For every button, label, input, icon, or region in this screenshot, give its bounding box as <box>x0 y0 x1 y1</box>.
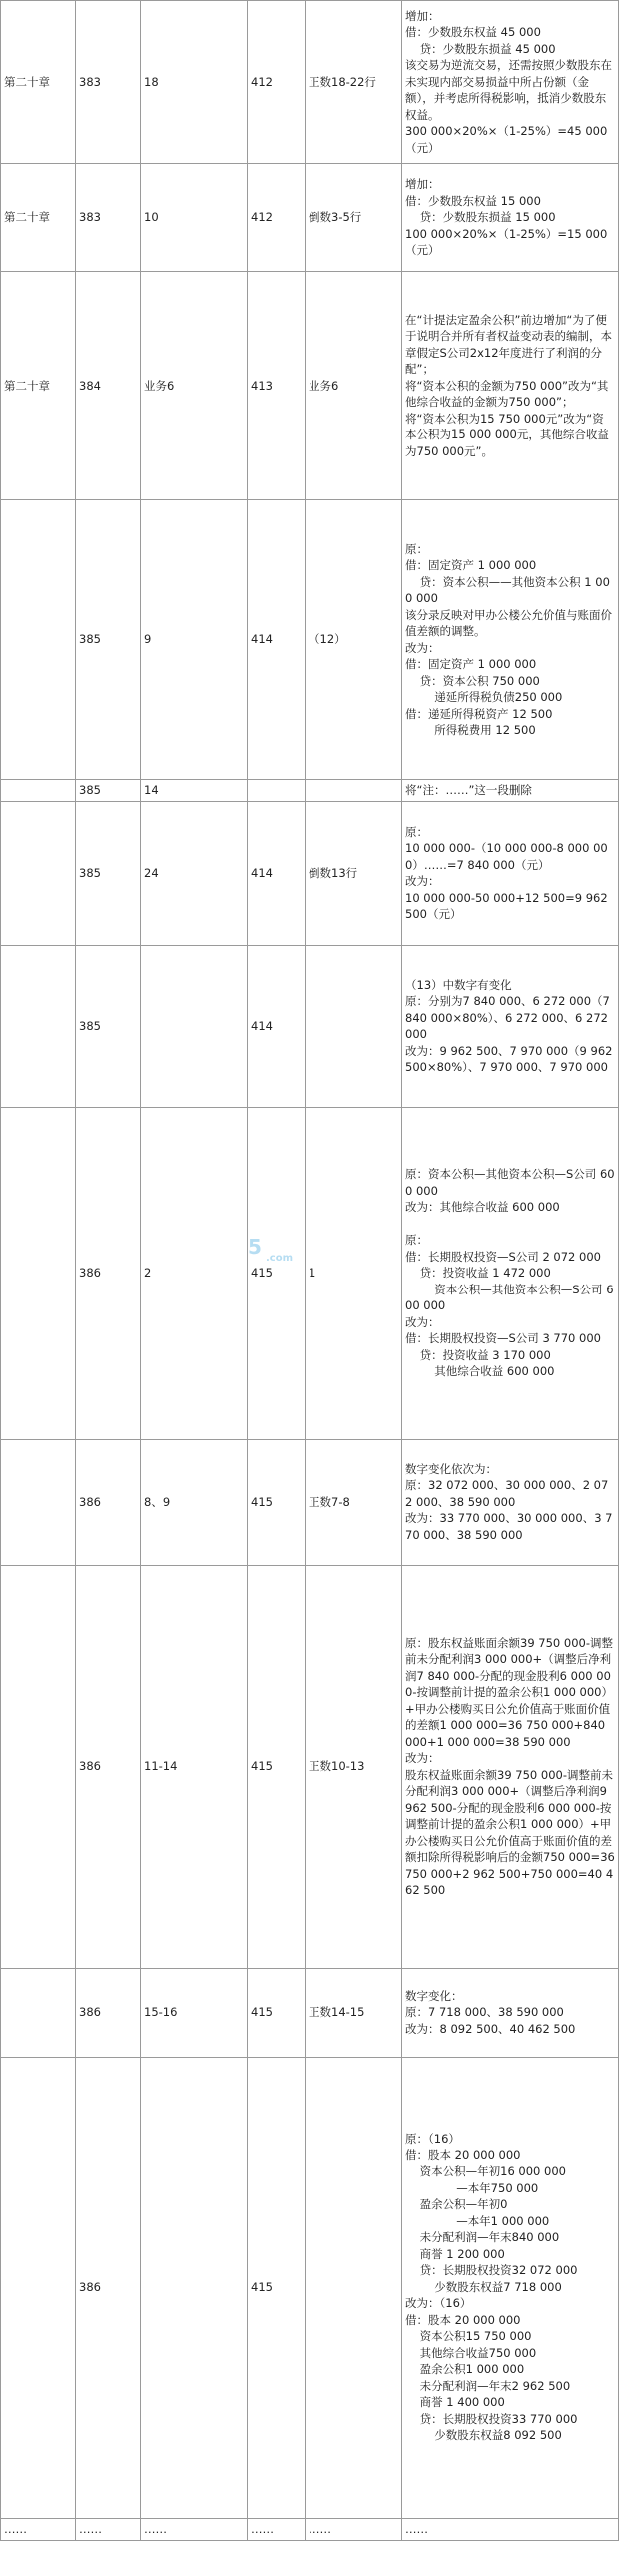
line-cell: 业务6 <box>141 272 248 500</box>
table-row <box>1 1 619 164</box>
line-cell: …… <box>141 2518 248 2540</box>
line-cell <box>141 2057 248 2518</box>
table-row <box>1 500 619 780</box>
table-row <box>1 945 619 1107</box>
page-cell: 412 <box>248 1 306 164</box>
table-row <box>1 780 619 802</box>
table-row <box>1 1439 619 1565</box>
content-cell: 数字变化： 原：7 718 000、38 590 000 改为：8 092 500、40 462 500 <box>402 1968 619 2057</box>
table-row <box>1 1968 619 2057</box>
chapter-cell: …… <box>1 2518 76 2540</box>
page-cell <box>248 780 306 802</box>
line-cell: 15-16 <box>141 1968 248 2057</box>
line-cell: 10 <box>141 164 248 272</box>
content-cell: 增加： 借：少数股东权益 45 000 贷：少数股东损益 45 000 该交易为逆流交易，还需按照少数股东在未实现内部交易损益中所占份额（金额），并考虑所得税影响，抵消少数股东权益。 300 000×20%×（1-25%）=45 000（元） <box>402 1 619 164</box>
line-cell: 24 <box>141 801 248 945</box>
page-cell: 415 <box>248 1968 306 2057</box>
table-row <box>1 1107 619 1439</box>
line-cell: 8、9 <box>141 1439 248 1565</box>
page-cell: 383 <box>76 164 141 272</box>
page-cell: 385 <box>76 945 141 1107</box>
chapter-cell <box>1 801 76 945</box>
page-cell: 413 <box>248 272 306 500</box>
chapter-cell: 第二十章 <box>1 1 76 164</box>
line-cell: （12） <box>306 500 402 780</box>
content-cell: 原：（16） 借：股本 20 000 000 资本公积—年初16 000 000 —本年750 000 盈余公积—年初0 —本年1 000 000 未分配利润—年末840 000 商誉 1 200 000 贷：长期股权投资32 072 000 少数股东权益7 718 000 改为：（16） 借：股本 20 000 000 资本公积15 750 000 其他综合收益750 000 盈余公积1 000 000 未分配利润—年末2 962 500 商誉 1 400 000 贷：长期股权投资33 770 000 少数股东权益8 092 500 <box>402 2057 619 2518</box>
chapter-cell <box>1 1107 76 1439</box>
page-cell: 386 <box>76 1107 141 1439</box>
page-cell: 415 <box>248 2057 306 2518</box>
line-cell <box>306 2057 402 2518</box>
chapter-cell <box>1 1565 76 1968</box>
watermark-site: .com <box>266 1253 294 1264</box>
table-row <box>1 801 619 945</box>
chapter-cell <box>1 1968 76 2057</box>
line-cell: 1 <box>306 1107 402 1439</box>
page-cell: …… <box>76 2518 141 2540</box>
content-cell: 数字变化依次为： 原：32 072 000、30 000 000、2 072 000、38 590 000 改为：33 770 000、30 000 000、3 770 000、38 590 000 <box>402 1439 619 1565</box>
page-cell: 412 <box>248 164 306 272</box>
content-cell: 增加： 借：少数股东权益 15 000 贷：少数股东损益 15 000 100 000×20%×（1-25%）=15 000（元） <box>402 164 619 272</box>
page-cell: 385 <box>76 780 141 802</box>
line-cell: 正数18-22行 <box>306 1 402 164</box>
line-cell <box>306 945 402 1107</box>
content-cell: 原： 10 000 000-（10 000 000-8 000 000）……=7 840 000（元） 改为： 10 000 000-50 000+12 500=9 962 500（元） <box>402 801 619 945</box>
line-cell: 倒数3-5行 <box>306 164 402 272</box>
page-cell: 415 <box>248 1565 306 1968</box>
content-cell: 原：资本公积—其他资本公积—S公司 600 000 改为：其他综合收益 600 000 原： 借：长期股权投资—S公司 2 072 000 贷：投资收益 1 472 000 资本公积—其他资本公积—S公司 600 000 改为： 借：长期股权投资—S公司 3 770 000 贷：投资收益 3 170 000 其他综合收益 600 000 <box>402 1107 619 1439</box>
chapter-cell: 第二十章 <box>1 272 76 500</box>
line-cell: 18 <box>141 1 248 164</box>
line-cell: 14 <box>141 780 248 802</box>
page-cell: 384 <box>76 272 141 500</box>
line-cell: 倒数13行 <box>306 801 402 945</box>
page-cell: 385 <box>76 801 141 945</box>
line-cell: 9 <box>141 500 248 780</box>
chapter-cell <box>1 500 76 780</box>
page-cell: 415 <box>248 1107 306 1439</box>
page-cell: 386 <box>76 1439 141 1565</box>
table-row <box>1 1565 619 1968</box>
page-cell: 386 <box>76 2057 141 2518</box>
table-row <box>1 164 619 272</box>
content-cell: 在“计提法定盈余公积”前边增加“为了便于说明合并所有者权益变动表的编制，本章假定S公司2x12年度进行了利润的分配”； 将“资本公积的金额为750 000”改为“其他综合收益的金额为750 000”； 将“资本公积为15 750 000元”改为“资本公积为15 000 000元，其他综合收益为750 000元”。 <box>402 272 619 500</box>
table-row <box>1 2057 619 2518</box>
page-cell: …… <box>248 2518 306 2540</box>
table-row <box>1 272 619 500</box>
page-cell: 414 <box>248 801 306 945</box>
table-row <box>1 2518 619 2540</box>
line-cell <box>141 945 248 1107</box>
page-cell: 385 <box>76 500 141 780</box>
chapter-cell <box>1 945 76 1107</box>
site-watermark-logo <box>248 1235 293 1264</box>
line-cell: …… <box>306 2518 402 2540</box>
content-cell: 将“注：……”这一段删除 <box>402 780 619 802</box>
line-cell: 2 <box>141 1107 248 1439</box>
page-cell: 383 <box>76 1 141 164</box>
line-cell: 业务6 <box>306 272 402 500</box>
content-cell: …… <box>402 2518 619 2540</box>
line-cell: 正数7-8 <box>306 1439 402 1565</box>
line-cell: 11-14 <box>141 1565 248 1968</box>
content-cell: 原： 借：固定资产 1 000 000 贷：资本公积——其他资本公积 1 000 000 该分录反映对甲办公楼公允价值与账面价值差额的调整。 改为： 借：固定资产 1 000 000 贷：资本公积 750 000 递延所得税负债250 000 借：递延所得税资产 12 500 所得税费用 12 500 <box>402 500 619 780</box>
page-cell: 386 <box>76 1968 141 2057</box>
chapter-cell: 第二十章 <box>1 164 76 272</box>
line-cell: 正数14-15 <box>306 1968 402 2057</box>
line-cell <box>306 780 402 802</box>
page-cell: 414 <box>248 945 306 1107</box>
watermark-brand: 5 <box>248 1235 261 1259</box>
page-cell: 386 <box>76 1565 141 1968</box>
chapter-cell <box>1 2057 76 2518</box>
chapter-cell <box>1 780 76 802</box>
page-cell: 414 <box>248 500 306 780</box>
line-cell: 正数10-13 <box>306 1565 402 1968</box>
content-cell: （13）中数字有变化 原：分别为7 840 000、6 272 000（7 840 000×80%）、6 272 000、6 272 000 改为：9 962 500、7 970 000（9 962 500×80%）、7 970 000、7 970 000 <box>402 945 619 1107</box>
chapter-cell <box>1 1439 76 1565</box>
page-cell: 415 <box>248 1439 306 1565</box>
content-cell: 原：股东权益账面余额39 750 000-调整前未分配利润3 000 000+（调整后净利润7 840 000-分配的现金股利6 000 000-按调整前计提的盈余公积1 000 000）+甲办公楼购买日公允价值高于账面价值的差额1 000 000=36 750 000+840 000+1 000 000=38 590 000 改为： 股东权益账面余额39 750 000-调整前未分配利润3 000 000+（调整后净利润9 962 500-分配的现金股利6 000 000-按调整前计提的盈余公积1 000 000）+甲办公楼购买日公允价值高于账面价值的差额扣除所得税影响后的金额750 000=36 750 000+2 962 500+750 000=40 462 500 <box>402 1565 619 1968</box>
